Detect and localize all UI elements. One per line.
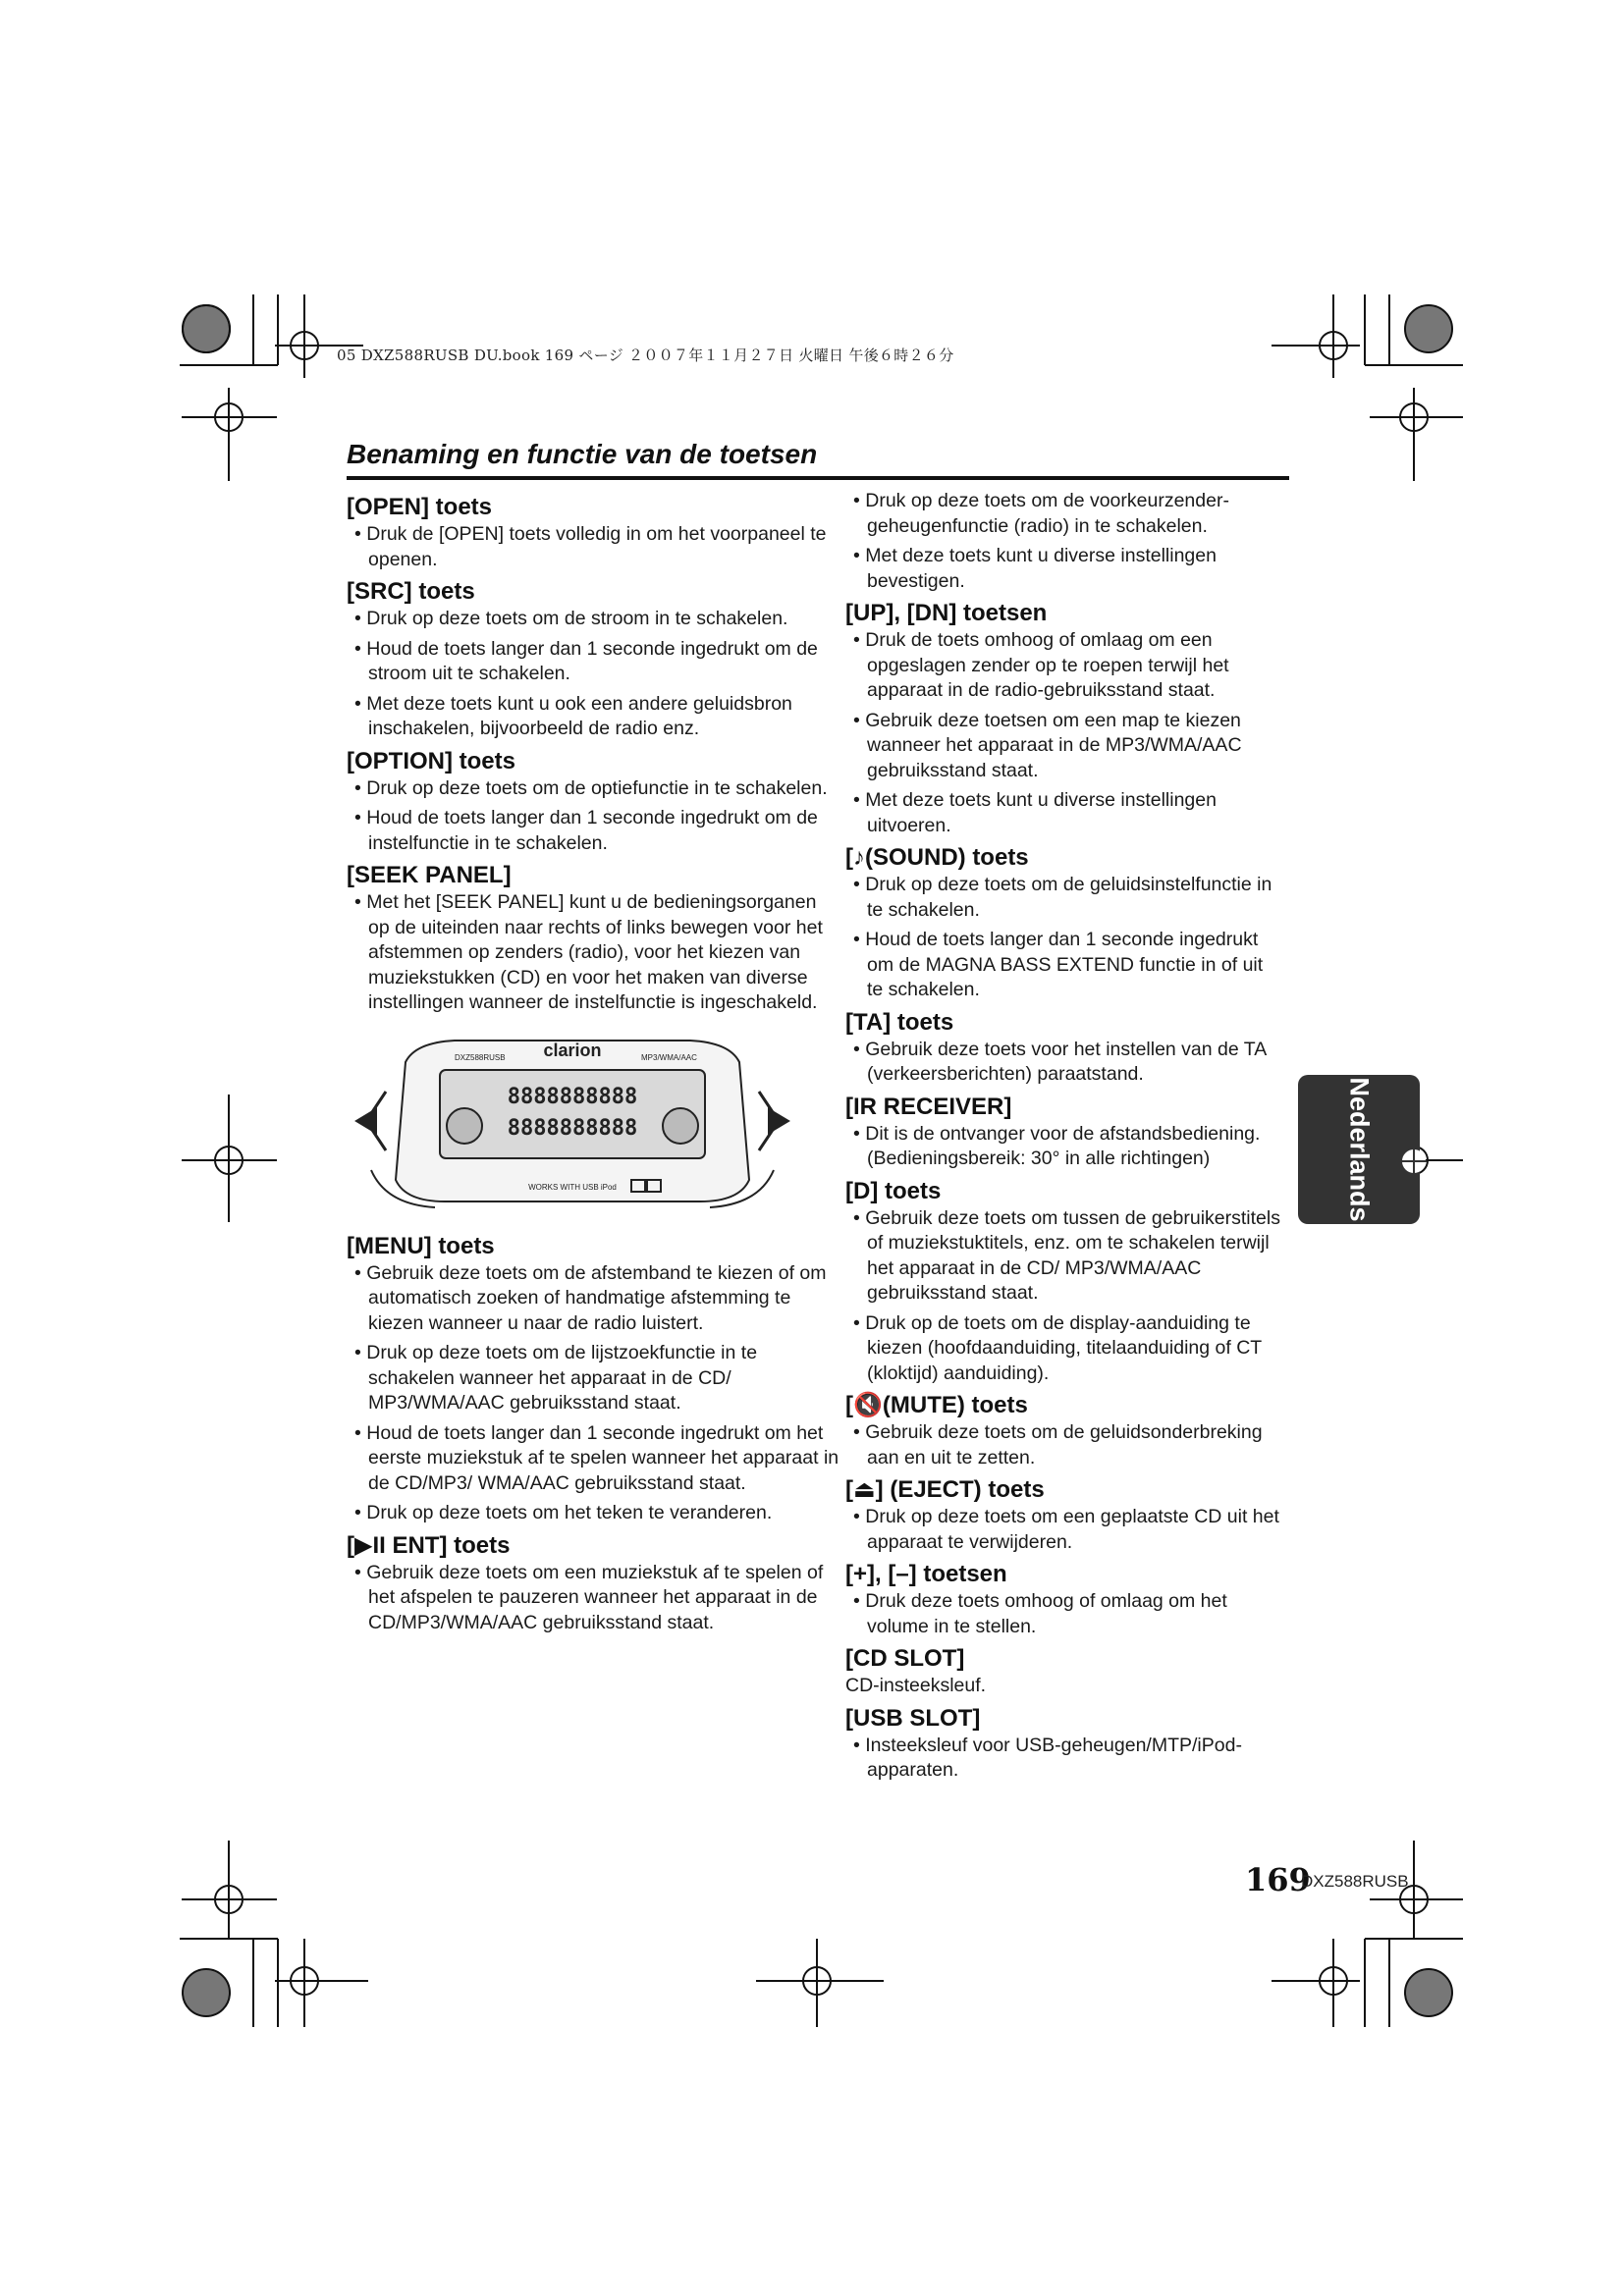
- bullet-item: • Druk de [OPEN] toets volledig in om het voorpaneel te openen.: [347, 522, 842, 572]
- section-block: [347, 577, 842, 742]
- section-heading: [OPTION] toets: [347, 747, 515, 774]
- section-block: [845, 1391, 1282, 1470]
- registration-wheel-icon: [183, 305, 230, 352]
- title-rule: [347, 476, 1289, 480]
- crosshair-icon: [1370, 388, 1463, 481]
- section-text: CD-insteeksleuf.: [845, 1675, 987, 1696]
- bullet-item: • Dit is de ontvanger voor de afstandsbediening. (Bedieningsbereik: 30° in alle richtingen): [845, 1122, 1282, 1172]
- bullet-item: • Houd de toets langer dan 1 seconde ingedrukt om de stroom uit te schakelen.: [347, 637, 842, 687]
- figure-bottom-text: WORKS WITH USB iPod: [528, 1182, 617, 1192]
- crosshair-icon: [182, 388, 277, 481]
- bullet-item: • Met deze toets kunt u diverse instellingen bevestigen.: [845, 544, 1282, 594]
- section-heading: [IR RECEIVER]: [845, 1093, 1012, 1120]
- bullet-item: • Houd de toets langer dan 1 seconde ingedrukt om de instelfunctie in te schakelen.: [347, 806, 842, 856]
- section-heading: [SEEK PANEL]: [347, 862, 512, 888]
- bullet-item: • Met deze toets kunt u ook een andere geluidsbron inschakelen, bijvoorbeeld de radio enz.: [347, 692, 842, 742]
- figure-model-right: MP3/WMA/AAC: [641, 1052, 697, 1062]
- section-block: [845, 1560, 1282, 1639]
- bullet-item: • Gebruik deze toets om de afstemband te kiezen of om automatisch zoeken of handmatige afstemming te kiezen wanneer u naar de radio luistert.: [347, 1261, 842, 1337]
- bullet-item: • Insteeksleuf voor USB-geheugen/MTP/iPod-apparaten.: [845, 1734, 1282, 1784]
- section-block: [845, 1177, 1282, 1387]
- section-heading: [OPEN] toets: [347, 494, 493, 520]
- section-block: [845, 1008, 1282, 1088]
- page-number: 169: [1245, 1861, 1311, 1898]
- section-block: [347, 747, 842, 857]
- bullet-item: • Druk deze toets omhoog of omlaag om het volume in te stellen.: [845, 1589, 1282, 1639]
- bullet-item: • Druk op deze toets om het teken te veranderen.: [347, 1501, 842, 1526]
- section-title: Benaming en functie van de toetsen: [347, 439, 818, 469]
- section-heading: [USB SLOT]: [845, 1704, 981, 1732]
- bullet-item: • Druk op deze toets om de stroom in te schakelen.: [347, 607, 842, 632]
- section-heading: [🔇(MUTE) toets: [845, 1392, 1028, 1418]
- section-block: [845, 1475, 1282, 1555]
- bullet-item: • Druk de toets omhoog of omlaag om een opgeslagen zender op te roepen terwijl het apparaat in de radio-gebruiksstand staat.: [845, 628, 1282, 704]
- figure-model-left: DXZ588RUSB: [455, 1052, 506, 1062]
- bullet-item: • Druk op deze toets om de optiefunctie in te schakelen.: [347, 776, 842, 802]
- bullet-item: • Druk op deze toets om de voorkeurzender-geheugenfunctie (radio) in te schakelen.: [845, 489, 1282, 539]
- language-tab-label: Nederlands: [1344, 1077, 1375, 1222]
- section-heading: [♪(SOUND) toets: [845, 844, 1029, 871]
- crosshair-icon: [756, 1939, 884, 2027]
- bullet-item: • Druk op deze toets om een geplaatste CD uit het apparaat te verwijderen.: [845, 1505, 1282, 1555]
- bullet-item: • Gebruik deze toets om tussen de gebruikerstitels of muziekstuktitels, enz. om te schakelen terwijl het apparaat in de CD/ MP3/WMA/AAC gebruiksstand staat.: [845, 1206, 1282, 1307]
- section-block: [347, 1531, 842, 1636]
- section-block: [845, 489, 1282, 594]
- device-front-panel-illustration: [347, 1033, 798, 1209]
- model-code: DXZ588RUSB: [1301, 1872, 1409, 1891]
- right-column: [845, 489, 1282, 1789]
- bullet-item: • Gebruik deze toets om een muziekstuk af te spelen of het afspelen te pauzeren wanneer het apparaat in de CD/MP3/WMA/AAC gebruiksstand staat.: [347, 1561, 842, 1636]
- crosshair-icon: [1272, 294, 1360, 378]
- section-block: [845, 1644, 1282, 1699]
- bullet-item: • Druk op deze toets om de geluidsinstelfunctie in te schakelen.: [845, 873, 1282, 923]
- section-heading: [▶II ENT] toets: [347, 1531, 511, 1559]
- section-heading: [TA] toets: [845, 1008, 954, 1036]
- bullet-item: • Gebruik deze toets voor het instellen van de TA (verkeersberichten) paraatstand.: [845, 1038, 1282, 1088]
- section-heading: [D] toets: [845, 1177, 942, 1204]
- section-heading: [+], [–] toetsen: [845, 1561, 1007, 1587]
- figure-display-line-2: 8888888888: [507, 1115, 638, 1141]
- left-column: [347, 489, 842, 1640]
- section-heading: [SRC] toets: [347, 578, 475, 605]
- bullet-item: • Houd de toets langer dan 1 seconde ingedrukt om de MAGNA BASS EXTEND functie in of uit te schakelen.: [845, 928, 1282, 1003]
- section-heading: [MENU] toets: [347, 1232, 495, 1259]
- registration-wheel-icon: [1405, 305, 1452, 352]
- figure-brand: clarion: [543, 1040, 602, 1060]
- section-block: [845, 1093, 1282, 1172]
- bullet-item: • Met deze toets kunt u diverse instellingen uitvoeren.: [845, 788, 1282, 838]
- crosshair-icon: [275, 1939, 368, 2027]
- crosshair-icon: [1272, 1939, 1360, 2027]
- figure-display-line-1: 8888888888: [507, 1084, 638, 1109]
- section-block: [845, 599, 1282, 838]
- print-header: 05 DXZ588RUSB DU.book 169 ページ ２００７年１１月２７日 火曜日 午後６時２６分: [337, 347, 954, 364]
- bullet-item: • Gebruik deze toets om de geluidsonderbreking aan en uit te zetten.: [845, 1420, 1282, 1470]
- section-heading: [⏏] (EJECT) toets: [845, 1476, 1045, 1503]
- bullet-item: • Houd de toets langer dan 1 seconde ingedrukt om het eerste muziekstuk af te spelen wanneer het apparaat in de CD/MP3/ WMA/AAC gebruiksstand staat.: [347, 1421, 842, 1497]
- section-heading: [CD SLOT]: [845, 1645, 965, 1672]
- bullet-item: • Druk op de toets om de display-aanduiding te kiezen (hoofdaanduiding, titelaanduiding of CT (kloktijd) aanduiding).: [845, 1311, 1282, 1387]
- section-block: [845, 1704, 1282, 1784]
- crosshair-icon: [1399, 1147, 1429, 1176]
- section-block: [347, 493, 842, 572]
- section-block: [845, 843, 1282, 1003]
- bullet-item: • Gebruik deze toetsen om een map te kiezen wanneer het apparaat in de MP3/WMA/AAC gebruiksstand staat.: [845, 709, 1282, 784]
- crosshair-icon: [182, 1841, 277, 1939]
- registration-wheel-icon: [183, 1969, 230, 2016]
- section-block: [347, 1232, 842, 1526]
- registration-wheel-icon: [1405, 1969, 1452, 2016]
- bullet-item: • Met het [SEEK PANEL] kunt u de bedieningsorganen op de uiteinden naar rechts of links bewegen voor het afstemmen op zenders (radio), voor het kiezen van muziekstukken (CD) en voor het maken van diverse instellingen wanneer de instelfunctie is ingeschakeld.: [347, 890, 842, 1016]
- section-block: [347, 861, 842, 1016]
- crosshair-icon: [275, 294, 339, 378]
- section-heading: [UP], [DN] toetsen: [845, 600, 1048, 626]
- bullet-item: • Druk op deze toets om de lijstzoekfunctie in te schakelen wanneer het apparaat in de CD/ MP3/WMA/AAC gebruiksstand staat.: [347, 1341, 842, 1416]
- crosshair-icon: [182, 1095, 277, 1222]
